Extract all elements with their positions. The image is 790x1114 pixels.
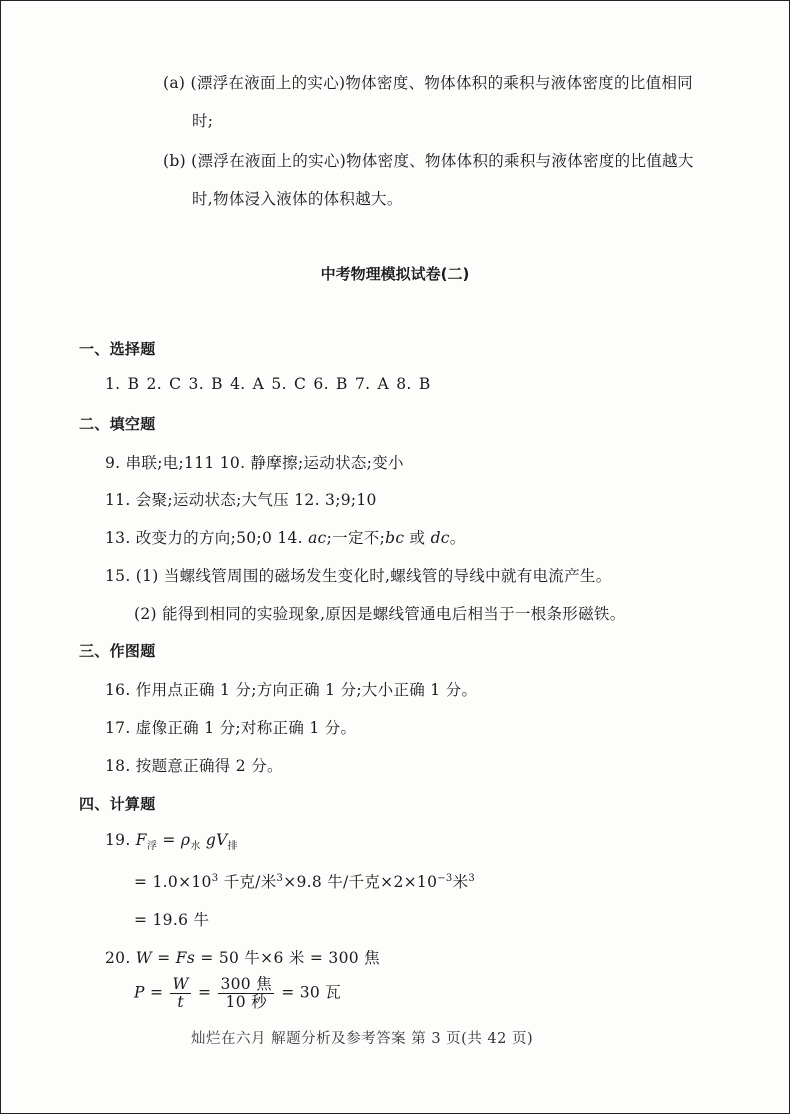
answer-q15-part2: (2) 能得到相同的实验现象,原因是螺线管通电后相当于一根条形磁铁。 bbox=[134, 605, 626, 623]
section-heading-drawing: 三、作图题 bbox=[79, 642, 156, 660]
answer-q20-power: P = $\frac{W}{t}$ = $\frac{\text{300 焦}}{\text{10 秒}}$ = 30 瓦 bbox=[134, 975, 342, 1011]
answer-q19-formula: 19. $F_浮 = \rho_水$ $gV_排$ bbox=[105, 831, 238, 853]
fraction-w-over-t: $\frac{W}{t}$ bbox=[172, 975, 189, 1011]
exam-title: 中考物理模拟试卷(二) bbox=[320, 265, 470, 283]
section-heading-choice: 一、选择题 bbox=[79, 340, 156, 358]
answer-q20-work: 20. W = Fs = 50 牛×6 米 = 300 焦 bbox=[105, 949, 380, 967]
answer-q19-substitution: = $1.0\times 10^3$ 千克/米$^3$×9.8 牛/千克$\times 2\times 10^{-3}$米$^3$ bbox=[134, 872, 476, 891]
answer-q17: 17. 虚像正确 1 分;对称正确 1 分。 bbox=[105, 719, 357, 737]
page-footer: 灿烂在六月 解题分析及参考答案 第 3 页(共 42 页) bbox=[191, 1031, 534, 1047]
answer-q11-12: 11. 会聚;运动状态;大气压 12. 3;9;10 bbox=[105, 491, 377, 509]
answer-q13-14: 13. 改变力的方向;50;0 14. ac;一定不;bc 或 dc。 bbox=[105, 529, 466, 547]
conclusion-a-label: (a) bbox=[163, 74, 186, 92]
section-heading-calc: 四、计算题 bbox=[79, 795, 156, 813]
conclusion-a-line1: (a) (漂浮在液面上的实心)物体密度、物体体积的乘积与液体密度的比值相同 bbox=[163, 74, 693, 92]
answer-q15-part1: 15. (1) 当螺线管周围的磁场发生变化时,螺线管的导线中就有电流产生。 bbox=[105, 567, 612, 585]
answer-q18: 18. 按题意正确得 2 分。 bbox=[105, 757, 283, 775]
section-heading-fill: 二、填空题 bbox=[79, 415, 156, 433]
answer-q19-result: = 19.6 牛 bbox=[134, 911, 210, 929]
answer-q9-10: 9. 串联;电;111 10. 静摩擦;运动状态;变小 bbox=[105, 454, 404, 472]
conclusion-a-line2: 时; bbox=[192, 112, 214, 130]
fraction-values: $\frac{\text{300 焦}}{\text{10 秒}}$ bbox=[220, 975, 272, 1011]
conclusion-b-line2: 时,物体浸入液体的体积越大。 bbox=[192, 190, 403, 208]
conclusion-b-label: (b) bbox=[163, 152, 186, 170]
answer-choice: 1. B 2. C 3. B 4. A 5. C 6. B 7. A 8. B bbox=[105, 375, 431, 393]
answer-q16: 16. 作用点正确 1 分;方向正确 1 分;大小正确 1 分。 bbox=[105, 681, 478, 699]
conclusion-b-line1: (b) (漂浮在液面上的实心)物体密度、物体体积的乘积与液体密度的比值越大 bbox=[163, 152, 694, 170]
